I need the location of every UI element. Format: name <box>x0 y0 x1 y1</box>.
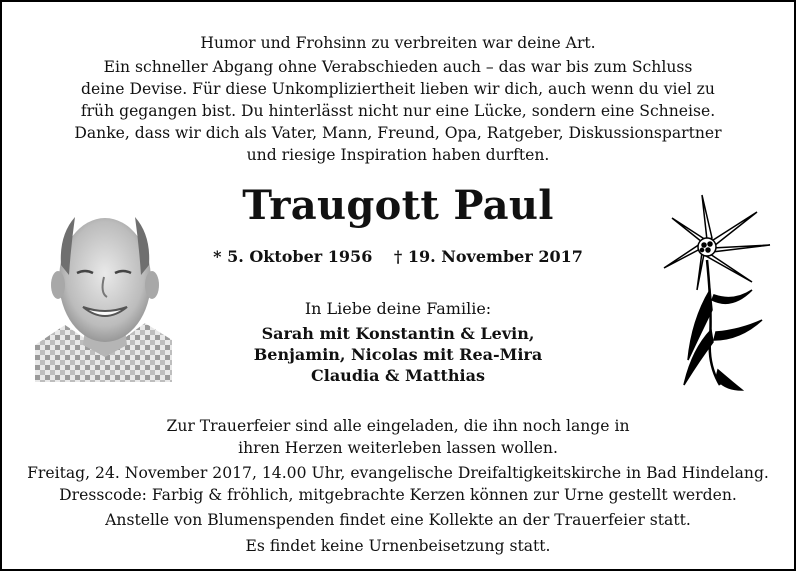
edelweiss-icon <box>662 190 772 395</box>
memorial-poem <box>2 32 794 166</box>
family-line: Benjamin, Nicolas mit Rea-Mira <box>253 345 543 364</box>
dresscode-text: Dresscode: Farbig & fröhlich, mitgebrachte Kerzen können zur Urne gestellt werden. <box>59 485 737 504</box>
poem-line: Ein schneller Abgang ohne Verabschieden auch – das war bis zum Schluss <box>103 58 693 76</box>
poem-line: Humor und Frohsinn zu verbreiten war deine Art. <box>200 34 596 52</box>
death-date: † 19. November 2017 <box>393 247 583 266</box>
urn-note: Es findet keine Urnenbeisetzung statt. <box>245 536 551 555</box>
poem-line: Danke, dass wir dich als Vater, Mann, Freund, Opa, Ratgeber, Diskussionspartner <box>74 124 722 142</box>
donation-note: Anstelle von Blumenspenden findet eine Kollekte an der Trauerfeier statt. <box>105 511 691 529</box>
family-line: Sarah mit Konstantin & Levin, <box>261 324 535 343</box>
poem-line: deine Devise. Für diese Unkompliziertheit lieben wir dich, auch wenn du viel zu <box>81 80 715 98</box>
family-line: Claudia & Matthias <box>311 366 485 385</box>
service-details: Freitag, 24. November 2017, 14.00 Uhr, evangelische Dreifaltigkeitskirche in Bad Hindelang. <box>27 464 769 482</box>
invitation-line: ihren Herzen weiterleben lassen wollen. <box>238 438 558 457</box>
poem-line: früh gegangen bist. Du hinterlässt nicht nur eine Lücke, sondern eine Schneise. <box>80 102 716 120</box>
family-intro: In Liebe deine Familie: <box>304 299 492 318</box>
invitation-line: Zur Trauerfeier sind alle eingeladen, die ihn noch lange in <box>166 417 630 435</box>
funeral-details <box>2 416 794 557</box>
poem-line: und riesige Inspiration haben durften. <box>246 146 550 164</box>
deceased-name: Traugott Paul <box>242 182 554 229</box>
birth-date: * 5. Oktober 1956 <box>213 247 373 266</box>
